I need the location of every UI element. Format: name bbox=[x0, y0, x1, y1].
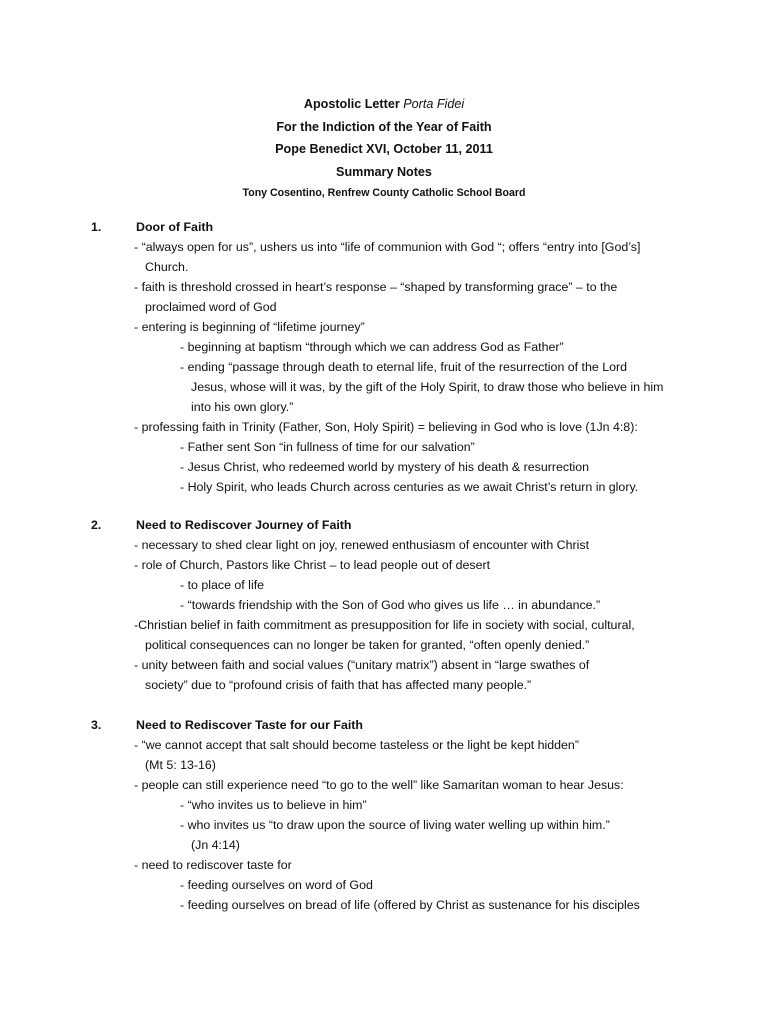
header-line-2: For the Indiction of the Year of Faith bbox=[276, 119, 492, 134]
document-header bbox=[0, 93, 768, 203]
section-title: Door of Faith bbox=[136, 220, 214, 234]
note-line: - role of Church, Pastors like Christ – to lead people out of desert bbox=[134, 558, 491, 572]
note-line: society” due to “profound crisis of faith that has affected many people.” bbox=[145, 678, 532, 692]
note-line: - professing faith in Trinity (Father, Son, Holy Spirit) = believing in God who is love (1Jn 4:8): bbox=[134, 420, 638, 434]
header-line-3: Pope Benedict XVI, October 11, 2011 bbox=[275, 142, 493, 156]
note-line: - feeding ourselves on word of God bbox=[180, 878, 373, 892]
section-number: 1. bbox=[91, 220, 102, 234]
header-line-4: Summary Notes bbox=[336, 164, 432, 179]
letter-title bbox=[0, 93, 768, 116]
section-3 bbox=[0, 715, 768, 915]
section-title: Need to Rediscover Taste for our Faith bbox=[136, 718, 363, 732]
note-line: - Jesus Christ, who redeemed world by mystery of his death & resurrection bbox=[180, 460, 590, 474]
note-line: (Mt 5: 13-16) bbox=[145, 758, 216, 772]
note-line: political consequences can no longer be taken for granted, “often openly denied.” bbox=[145, 638, 590, 652]
note-line: - “towards friendship with the Son of God who gives us life … in abundance.” bbox=[180, 598, 601, 612]
section-1 bbox=[0, 217, 768, 497]
section-heading bbox=[0, 715, 768, 735]
note-line: - Holy Spirit, who leads Church across centuries as we await Christ’s return in glory. bbox=[180, 480, 639, 494]
title-prefix: Apostolic Letter bbox=[303, 97, 404, 111]
section-title: Need to Rediscover Journey of Faith bbox=[136, 518, 352, 532]
note-line: - people can still experience need “to go to the well” like Samaritan woman to hear Jesus: bbox=[134, 778, 624, 792]
note-line: - ending “passage through death to eternal life, fruit of the resurrection of the Lord bbox=[180, 360, 628, 374]
note-line: - faith is threshold crossed in heart’s response – “shaped by transforming grace” – to the bbox=[134, 280, 618, 294]
section-heading bbox=[0, 217, 768, 237]
note-line: Church. bbox=[145, 260, 189, 274]
note-line: - necessary to shed clear light on joy, renewed enthusiasm of encounter with Christ bbox=[134, 538, 590, 552]
note-line: proclaimed word of God bbox=[145, 300, 277, 314]
note-line: - unity between faith and social values (“unitary matrix”) absent in “large swathes of bbox=[134, 658, 590, 672]
note-line: - who invites us “to draw upon the source of living water welling up within him.” bbox=[180, 818, 610, 832]
section-number: 2. bbox=[91, 518, 102, 532]
section-heading bbox=[0, 515, 768, 535]
section-2 bbox=[0, 515, 768, 695]
note-line: - “always open for us”, ushers us into “life of communion with God “; offers “entry into [God’s] bbox=[134, 240, 641, 254]
note-line: - “we cannot accept that salt should become tasteless or the light be kept hidden” bbox=[134, 738, 579, 752]
note-line: - feeding ourselves on bread of life (offered by Christ as sustenance for his disciples bbox=[180, 898, 640, 912]
section-number: 3. bbox=[91, 718, 102, 732]
note-line: Jesus, whose will it was, by the gift of the Holy Spirit, to draw those who believe in him bbox=[191, 380, 664, 394]
note-line: into his own glory.” bbox=[191, 400, 294, 414]
note-line: - entering is beginning of “lifetime journey” bbox=[134, 320, 365, 334]
note-line: - “who invites us to believe in him” bbox=[180, 798, 367, 812]
note-line: - need to rediscover taste for bbox=[134, 858, 292, 872]
note-line: (Jn 4:14) bbox=[191, 838, 240, 852]
note-line: -Christian belief in faith commitment as presupposition for life in society with social, cultural, bbox=[134, 618, 635, 632]
author-line: Tony Cosentino, Renfrew County Catholic School Board bbox=[242, 187, 526, 199]
note-line: - Father sent Son “in fullness of time for our salvation” bbox=[180, 440, 475, 454]
note-line: - to place of life bbox=[180, 578, 265, 592]
note-line: - beginning at baptism “through which we can address God as Father” bbox=[180, 340, 564, 354]
title-italic: Porta Fidei bbox=[403, 97, 465, 111]
